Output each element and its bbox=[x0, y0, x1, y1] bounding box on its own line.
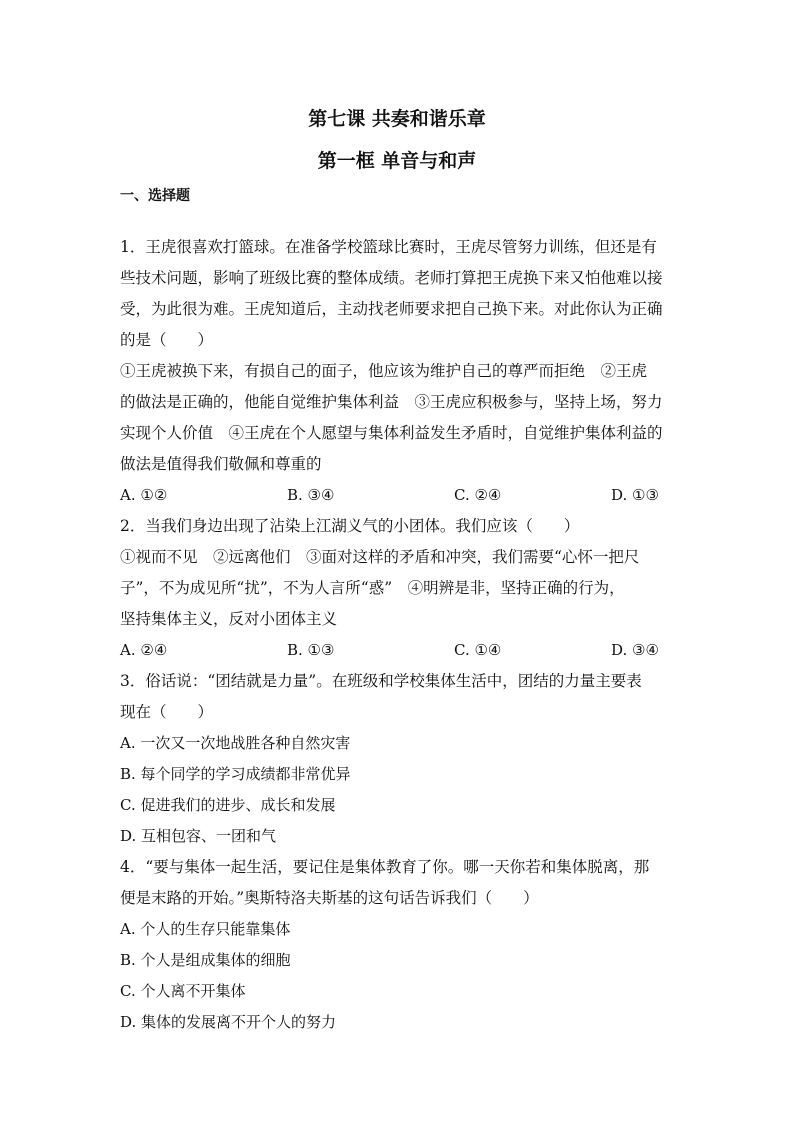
option-c[interactable]: C. 促进我们的进步、成长和发展 bbox=[120, 796, 336, 814]
statement-line: ①视而不见 ②远离他们 ③面对这样的矛盾和冲突，我们需要“心怀一把尺 bbox=[120, 548, 640, 566]
question-stem-line: 现在（ ） bbox=[120, 703, 214, 721]
option-a[interactable]: A. ①② bbox=[120, 486, 168, 504]
option-a[interactable]: A. 个人的生存只能靠集体 bbox=[120, 920, 291, 938]
option-a[interactable]: A. ②④ bbox=[120, 641, 168, 659]
option-d[interactable]: D. 互相包容、一团和气 bbox=[120, 827, 277, 845]
question-stem-line: 1．王虎很喜欢打篮球。在准备学校篮球比赛时，王虎尽管努力训练，但还是有 bbox=[120, 238, 657, 256]
option-b[interactable]: B. ①③ bbox=[287, 641, 335, 659]
section-heading: 一、选择题 bbox=[120, 188, 190, 204]
statement-line: 做法是值得我们敬佩和尊重的 bbox=[120, 455, 322, 473]
statement-line: 子”，不为成见所“扰”，不为人言所“惑” ④明辨是非，坚持正确的行为， bbox=[120, 579, 625, 597]
option-c[interactable]: C. ①④ bbox=[454, 641, 502, 659]
statement-line: 实现个人价值 ④王虎在个人愿望与集体利益发生矛盾时，自觉维护集体利益的 bbox=[120, 424, 663, 442]
question-stem-line: 4．“要与集体一起生活，要记住是集体教育了你。哪一天你若和集体脱离，那 bbox=[120, 858, 650, 876]
option-b[interactable]: B. ③④ bbox=[287, 486, 335, 504]
question-stem-line: 2．当我们身边出现了沾染上江湖义气的小团体。我们应该（ ） bbox=[120, 517, 580, 535]
question-stem-line: 3．俗话说：“团结就是力量”。在班级和学校集体生活中，团结的力量主要表 bbox=[120, 672, 642, 690]
statement-line: ①王虎被换下来，有损自己的面子，他应该为维护自己的尊严而拒绝 ②王虎 bbox=[120, 362, 648, 380]
option-b[interactable]: B. 每个同学的学习成绩都非常优异 bbox=[120, 765, 351, 783]
option-d[interactable]: D. ①③ bbox=[611, 486, 659, 504]
option-d[interactable]: D. 集体的发展离不开个人的努力 bbox=[120, 1013, 337, 1031]
option-d[interactable]: D. ③④ bbox=[611, 641, 659, 659]
option-c[interactable]: C. ②④ bbox=[454, 486, 502, 504]
option-b[interactable]: B. 个人是组成集体的细胞 bbox=[120, 951, 291, 969]
lesson-title: 第七课 共奏和谐乐章 bbox=[308, 108, 486, 130]
statement-line: 的做法是正确的，他能自觉维护集体利益 ③王虎应积极参与，坚持上场，努力 bbox=[120, 393, 663, 411]
question-stem-line: 受，为此很为难。王虎知道后，主动找老师要求把自己换下来。对此你认为正确 bbox=[120, 300, 663, 318]
question-stem-line: 的是（ ） bbox=[120, 331, 214, 349]
option-a[interactable]: A. 一次又一次地战胜各种自然灾害 bbox=[120, 734, 351, 752]
frame-title: 第一框 单音与和声 bbox=[317, 150, 477, 172]
statement-line: 坚持集体主义，反对小团体主义 bbox=[120, 610, 338, 628]
question-stem-line: 些技术问题，影响了班级比赛的整体成绩。老师打算把王虎换下来又怕他难以接 bbox=[120, 269, 663, 287]
question-stem-line: 便是末路的开始。”奥斯特洛夫斯基的这句话告诉我们（ ） bbox=[120, 889, 539, 907]
option-c[interactable]: C. 个人离不开集体 bbox=[120, 982, 246, 1000]
